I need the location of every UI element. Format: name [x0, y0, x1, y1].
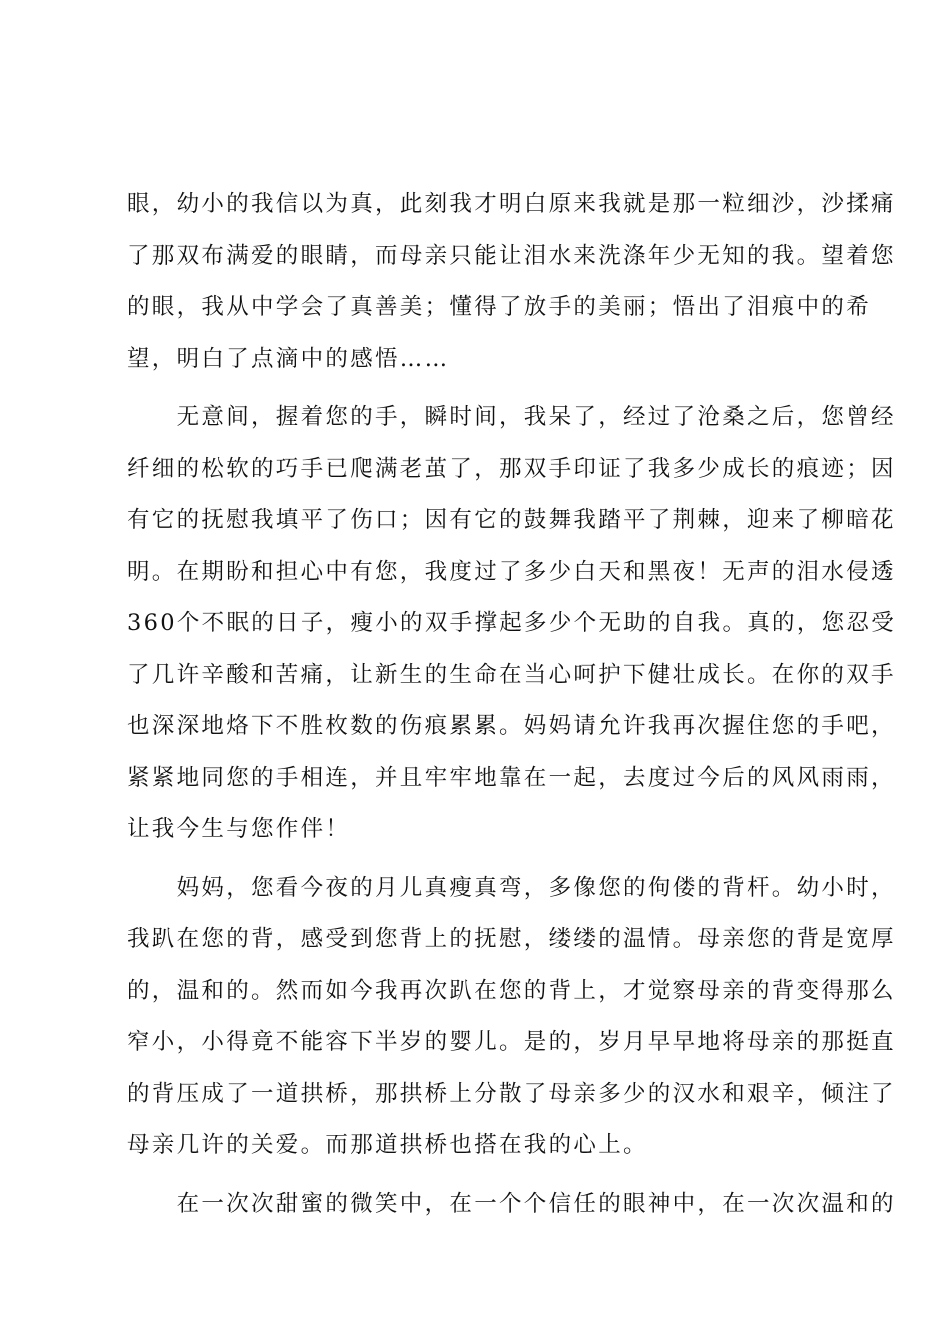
text-line: 纤细的松软的巧手已爬满老茧了，那双手印证了我多少成长的痕迹；因	[127, 455, 896, 482]
text-line: 明。在期盼和担心中有您，我度过了多少白天和黑夜！无声的泪水侵透	[127, 558, 896, 585]
text-line: 妈妈，您看今夜的月儿真瘦真弯，多像您的佝偻的背杆。幼小时，	[127, 874, 896, 901]
text-line: 在一次次甜蜜的微笑中，在一个个信任的眼神中，在一次次温和的	[127, 1190, 896, 1217]
paragraph-spacer	[127, 389, 833, 396]
text-line: 望，明白了点滴中的感悟……	[127, 345, 450, 372]
text-line: 窄小，小得竟不能容下半岁的婴儿。是的，岁月早早地将母亲的那挺直	[127, 1029, 896, 1055]
paragraph-4	[127, 1183, 896, 1235]
text-line: 360个不眠的日子，瘦小的双手撑起多少个无助的自我。真的，您忍受	[127, 610, 897, 636]
paragraph-spacer	[127, 1176, 833, 1183]
text-line: 眼，幼小的我信以为真，此刻我才明白原来我就是那一粒细沙，沙揉痛	[127, 191, 896, 217]
body-text	[127, 183, 897, 1234]
text-line: 也深深地烙下不胜枚数的伤痕累累。妈妈请允许我再次握住您的手吧，	[127, 713, 896, 739]
text-line: 的背压成了一道拱桥，那拱桥上分散了母亲多少的汉水和艰辛，倾注了	[127, 1080, 896, 1107]
text-line: 了几许辛酸和苦痛，让新生的生命在当心呵护下健壮成长。在你的双手	[127, 661, 896, 688]
text-line: 有它的抚慰我填平了伤口；因有它的鼓舞我踏平了荆棘，迎来了柳暗花	[127, 507, 896, 533]
text-line: 的眼，我从中学会了真善美；懂得了放手的美丽；悟出了泪痕中的希	[127, 294, 872, 320]
paragraph-spacer	[127, 860, 833, 867]
paragraph-1	[127, 183, 896, 389]
text-line: 紧紧地同您的手相连，并且牢牢地靠在一起，去度过今后的风风雨雨，	[127, 764, 896, 791]
text-line: 无意间，握着您的手，瞬时间，我呆了，经过了沧桑之后，您曾经	[127, 404, 896, 430]
text-line: 母亲几许的关爱。而那道拱桥也搭在我的心上。	[127, 1132, 648, 1158]
paragraph-2	[127, 396, 897, 860]
paragraph-3	[127, 867, 896, 1176]
text-line: 了那双布满爱的眼睛，而母亲只能让泪水来洗涤年少无知的我。望着您	[127, 242, 896, 269]
text-line: 的，温和的。然而如今我再次趴在您的背上，才觉察母亲的背变得那么	[127, 977, 896, 1004]
text-line: 让我今生与您作伴！	[127, 816, 351, 842]
text-line: 我趴在您的背，感受到您背上的抚慰，缕缕的温情。母亲您的背是宽厚	[127, 926, 896, 952]
